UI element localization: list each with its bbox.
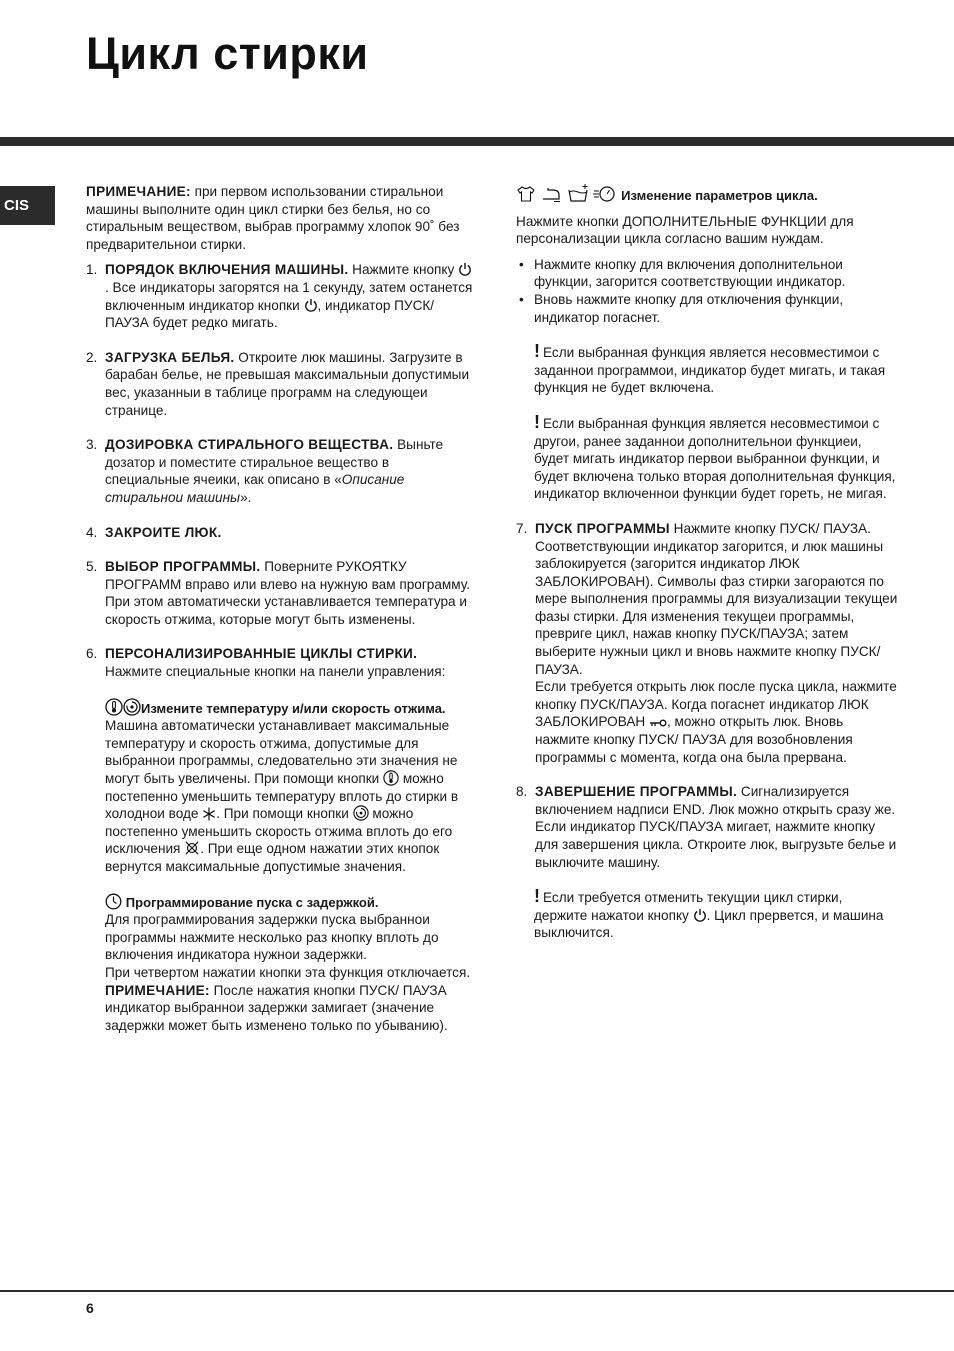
- delay-timer-icon: [105, 893, 122, 910]
- spin-icon: [353, 805, 369, 821]
- no-spin-icon: [184, 840, 200, 856]
- warning-1: ! Если выбранная функция является несовместимои с заданнои программои, индикатор будет мигать, и такая функция не будет включена.: [534, 341, 886, 396]
- door-lock-key-icon: [649, 717, 667, 729]
- step-4: 4. ЗАКРОИТЕ ЛЮК.: [86, 524, 222, 540]
- right-column: [516, 183, 898, 942]
- step-8: 8. ЗАВЕРШЕНИЕ ПРОГРАММЫ. Сигнализируется включением надписи END. Люк можно открыть сразу же. Если индикатор ПУСК/ПАУЗА мигает, нажмите кнопку для завершения цикла. Откроите люк, выгрузьте белье и выключите машину.: [516, 784, 897, 870]
- power-icon: [458, 262, 472, 277]
- page-number: 6: [86, 1300, 94, 1316]
- cold-snowflake-icon: [202, 807, 216, 821]
- temperature-icon: [105, 698, 123, 716]
- left-column: [86, 183, 474, 1034]
- warning-3: ! Если требуется отменить текущии цикл стирки, держите нажатои кнопку . Цикл прервется, и машина выключится.: [534, 886, 884, 941]
- step-7: 7. ПУСК ПРОГРАММЫ Нажмите кнопку ПУСК/ ПАУЗА. Соответствующии индикатор загорится, и люк машины заблокируется (загорится индикатор ЛЮК ЗАБЛОКИРОВАН). Символы фаз стирки загораются по мере выполнения программы для визуализации текущеи фазы стирки. Для изменения текущеи программы, превриге цикл, нажав кнопку ПУСК/ПАУЗА; затем выберите нужныи цикл и вновь нажмите кнопку ПУСК/ПАУЗА. Если требуется открыть люк после пуска цикла, нажмите кнопку ПУСК/ПАУЗА. Когда погаснет индикатор ЛЮК ЗАБЛОКИРОВАН , можно открыть люк. Вновь нажмите кнопку ПУСК/ ПАУЗА для возобновления программы с момента, когда она была прервана.: [516, 520, 898, 765]
- step-1: 1. ПОРЯДОК ВКЛЮЧЕНИЯ МАШИНЫ. Нажмите кнопку . Все индикаторы загорятся на 1 секунду, затем останется включенным индикатор кнопки , индикатор ПУСК/ПАУЗА будет редко мигать.: [86, 262, 473, 331]
- step-6: 6. ПЕРСОНАЛИЗИРОВАННЫЕ ЦИКЛЫ СТИРКИ. Нажмите специальные кнопки на панели управления: Измените температуру и/или скорость отжима. Машина автоматически устанавливает максимальные температуру и скорость отжима, допустимые для выбраннои программы, следовательно эти значения не могут быть увеличены. При помощи кнопки можно постепенно уменьшить температуру вплоть до стирки в холоднои воде . При помощи кнопки можно постепенно уменьшить скорость отжима вплоть до его исключения . При еще одном нажатии этих кнопок вернутся максимальные допустимые значения. Программирование пуска с задержкой. Для программирования задержки пуска выбраннои программы нажмите несколько раз кнопку вплоть до включения индикатора нужнои задержки. При четвертом нажатии кнопки эта функция отключается. ПРИМЕЧАНИЕ: После нажатия кнопки ПУСК/ ПАУЗА индикатор выбраннои задержки замигает (значение задержки может быть изменено только по убыванию).: [86, 645, 474, 1034]
- quick-wash-icon: [593, 185, 617, 203]
- power-icon: [693, 908, 707, 923]
- options-bullet: • Вновь нажмите кнопку для отключения функции, индикатор погаснет.: [519, 291, 844, 325]
- header-rule: [0, 137, 954, 146]
- page-title: Цикл стирки: [86, 28, 369, 79]
- delay-start-section: Программирование пуска с задержкой. Для программирования задержки пуска выбраннои программы нажмите несколько раз кнопку вплоть до включения индикатора нужнои задержки. При четвертом нажатии кнопки эта функция отключается. ПРИМЕЧАНИЕ: После нажатия кнопки ПУСК/ ПАУЗА индикатор выбраннои задержки замигает (значение задержки может быть изменено только по убыванию).: [105, 894, 471, 1033]
- warning-icon: !: [534, 341, 540, 362]
- power-icon: [304, 298, 318, 313]
- temperature-icon: [383, 770, 399, 786]
- iron-icon: [540, 185, 562, 203]
- step-5: 5. ВЫБОР ПРОГРАММЫ. Поверните РУКОЯТКУ ПРОГРАММ вправо или влево на нужную вам программу. При этом автоматически устанавливается температура и скорость отжима, которые могут быть изменены.: [86, 559, 470, 627]
- step-3: 3. ДОЗИРОВКА СТИРАЛЬНОГО ВЕЩЕСТВА. Выньте дозатор и поместите стиральное вещество в специальные ячеики, как описано в «Описание стиральнои машины».: [86, 437, 444, 505]
- intro-note: ПРИМЕЧАНИЕ: при первом использовании стиральнои машины выполните один цикл стирки без белья, но со стиральным веществом, выбрав программу хлопок 90˚ без предварительнои стирки.: [86, 184, 460, 252]
- spin-icon: [123, 698, 141, 716]
- step-2: 2. ЗАГРУЗКА БЕЛЬЯ. Откроите люк машины. Загрузите в барабан белье, не превышая максимальныи допустимыи вес, указанныи в таблице программ на следующеи странице.: [86, 349, 470, 418]
- shirt-icon: [516, 185, 536, 203]
- options-intro: Нажмите кнопки ДОПОЛНИТЕЛЬНЫЕ ФУНКЦИИ для персонализации цикла согласно вашим нуждам.: [516, 213, 854, 247]
- temp-spin-section: Измените температуру и/или скорость отжима. Машина автоматически устанавливает максимальные температуру и скорость отжима, допустимые для выбраннои программы, следовательно эти значения не могут быть увеличены. При помощи кнопки можно постепенно уменьшить температуру вплоть до стирки в холоднои воде . При помощи кнопки можно постепенно уменьшить скорость отжима вплоть до его исключения . При еще одном нажатии этих кнопок вернутся максимальные допустимые значения.: [105, 698, 474, 876]
- options-heading: Изменение параметров цикла.: [516, 183, 898, 205]
- extra-rinse-icon: [566, 183, 590, 203]
- warning-icon: !: [534, 886, 540, 907]
- warning-2: ! Если выбранная функция является несовместимои с другои, ранее заданнои дополнительнои функциеи, будет мигать индикатор первои выбраннои функции, и будет включена только вторая дополнительная функция, индикатор включеннои функции будет гореть, не мигая.: [534, 411, 896, 502]
- options-bullet: • Нажмите кнопку для включения дополнительнои функции, загорится соответствующии индикатор.: [519, 256, 846, 290]
- footer-rule: [0, 1290, 954, 1292]
- warning-icon: !: [534, 411, 540, 432]
- language-tab: CIS: [0, 186, 55, 225]
